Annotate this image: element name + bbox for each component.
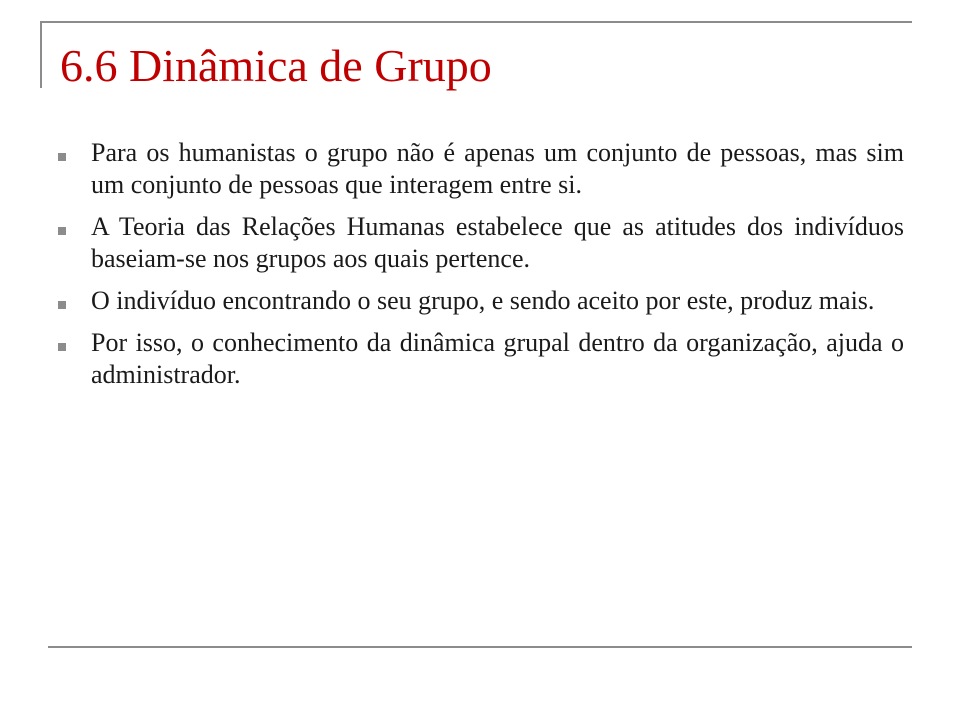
- square-bullet-icon: [58, 153, 66, 161]
- bullet-text: Para os humanistas o grupo não é apenas um conjunto de pessoas, mas sim um conjunto de pessoas que interagem entre si.: [91, 138, 904, 199]
- bottom-divider-line: [48, 646, 912, 648]
- slide-title: 6.6 Dinâmica de Grupo: [60, 40, 492, 91]
- square-bullet-icon: [58, 227, 66, 235]
- bullet-item: [58, 285, 904, 317]
- top-divider-line: [40, 21, 912, 23]
- bullet-text: A Teoria das Relações Humanas estabelece que as atitudes dos indivíduos baseiam-se nos grupos aos quais pertence.: [91, 212, 904, 273]
- bullet-text: Por isso, o conhecimento da dinâmica grupal dentro da organização, ajuda o administrador.: [91, 328, 904, 389]
- square-bullet-icon: [58, 301, 66, 309]
- bullet-text: O indivíduo encontrando o seu grupo, e sendo aceito por este, produz mais.: [91, 286, 875, 315]
- bullet-list: [58, 137, 904, 401]
- bullet-item: [58, 137, 904, 201]
- left-divider-line: [40, 21, 42, 88]
- bullet-item: [58, 211, 904, 275]
- square-bullet-icon: [58, 343, 66, 351]
- bullet-item: [58, 327, 904, 391]
